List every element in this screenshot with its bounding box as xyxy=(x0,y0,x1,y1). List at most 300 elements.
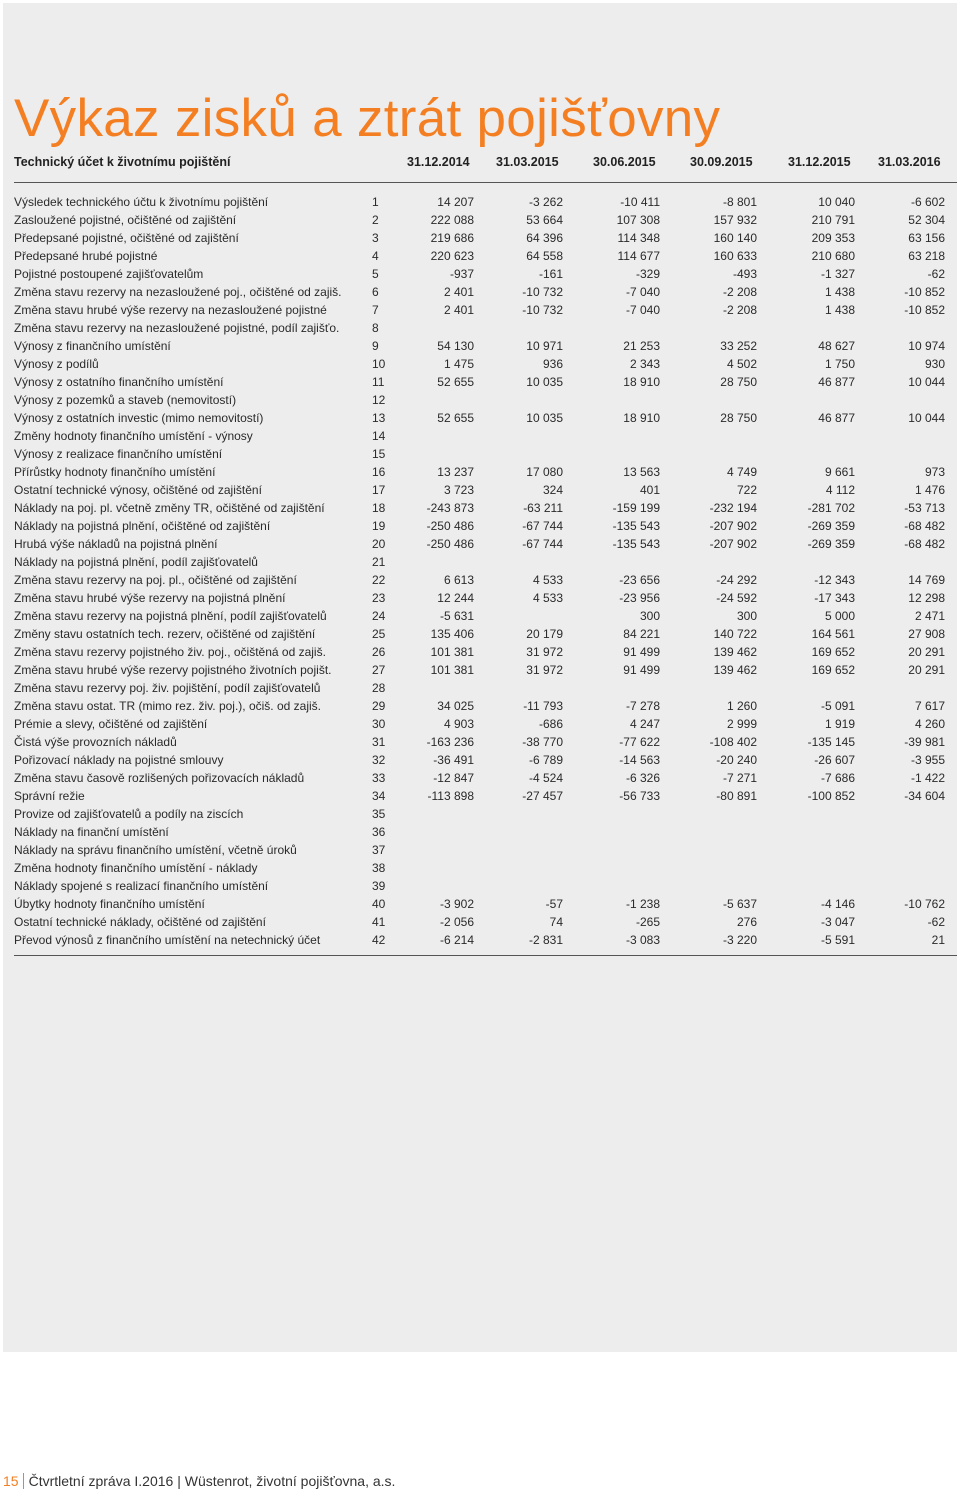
row-value: 4 260 xyxy=(914,717,945,731)
row-number: 10 xyxy=(372,357,386,371)
row-value: -6 789 xyxy=(528,753,563,767)
column-header: 31.12.2014 xyxy=(407,155,470,169)
table-body xyxy=(0,193,960,949)
row-value: 46 877 xyxy=(818,375,855,389)
row-number: 25 xyxy=(372,627,386,641)
row-value: 17 080 xyxy=(526,465,563,479)
table-row xyxy=(0,589,960,607)
row-value: 135 406 xyxy=(430,627,474,641)
row-value: -7 686 xyxy=(820,771,855,785)
row-number: 29 xyxy=(372,699,386,713)
column-header: 31.03.2015 xyxy=(496,155,559,169)
column-header: 30.06.2015 xyxy=(593,155,656,169)
table-row xyxy=(0,931,960,949)
row-value: 4 112 xyxy=(825,483,855,497)
row-number: 22 xyxy=(372,573,386,587)
row-value: -26 607 xyxy=(814,753,855,767)
row-value: -24 592 xyxy=(716,591,757,605)
row-value: -6 214 xyxy=(439,933,474,947)
row-value: -7 040 xyxy=(625,285,660,299)
row-label: Přírůstky hodnoty finančního umístění xyxy=(14,465,216,479)
row-value: -67 744 xyxy=(522,519,563,533)
row-number: 42 xyxy=(372,933,386,947)
row-value: 4 903 xyxy=(443,717,474,731)
row-value: -161 xyxy=(538,267,563,281)
row-value: 4 533 xyxy=(532,573,563,587)
row-value: 101 381 xyxy=(430,645,474,659)
row-value: -68 482 xyxy=(904,537,945,551)
column-header: 31.03.2016 xyxy=(878,155,941,169)
row-value: 12 244 xyxy=(437,591,474,605)
row-number: 19 xyxy=(372,519,386,533)
table-row xyxy=(0,247,960,265)
row-number: 5 xyxy=(372,267,379,281)
row-value: 9 661 xyxy=(824,465,855,479)
row-number: 23 xyxy=(372,591,386,605)
row-label: Změna stavu hrubé výše rezervy na pojistná plnění xyxy=(14,591,286,605)
row-value: 300 xyxy=(736,609,757,623)
row-value: 1 919 xyxy=(824,717,855,731)
row-label: Změna stavu rezervy na nezasloužené pojistné, podíl zajišťo. xyxy=(14,321,340,335)
row-value: -5 637 xyxy=(722,897,757,911)
row-value: 91 499 xyxy=(623,663,660,677)
row-label: Výnosy z pozemků a staveb (nemovitostí) xyxy=(14,393,237,407)
table-row xyxy=(0,301,960,319)
row-label: Náklady na správu finančního umístění, včetně úroků xyxy=(14,843,297,857)
row-value: 91 499 xyxy=(623,645,660,659)
row-value: -10 732 xyxy=(522,303,563,317)
header-divider xyxy=(14,182,957,183)
row-value: 63 156 xyxy=(908,231,945,245)
table-row xyxy=(0,553,960,571)
row-value: -7 271 xyxy=(722,771,757,785)
row-value: -207 902 xyxy=(709,519,757,533)
row-value: 1 476 xyxy=(914,483,945,497)
row-label: Zasloužené pojistné, očištěné od zajištění xyxy=(14,213,237,227)
row-value: -100 852 xyxy=(807,789,855,803)
table-row xyxy=(0,751,960,769)
row-value: -937 xyxy=(449,267,474,281)
table-row xyxy=(0,859,960,877)
row-value: 13 237 xyxy=(437,465,474,479)
row-value: 10 035 xyxy=(526,375,563,389)
row-value: -159 199 xyxy=(612,501,660,515)
row-number: 20 xyxy=(372,537,386,551)
row-number: 9 xyxy=(372,339,379,353)
row-label: Převod výnosů z finančního umístění na netechnický účet xyxy=(14,933,321,947)
row-value: 10 044 xyxy=(908,375,945,389)
row-value: -2 208 xyxy=(722,285,757,299)
row-value: 6 613 xyxy=(443,573,474,587)
row-value: -2 056 xyxy=(439,915,474,929)
row-value: 28 750 xyxy=(720,411,757,425)
row-label: Náklady na pojistná plnění, očištěné od zajištění xyxy=(14,519,271,533)
row-value: 10 040 xyxy=(818,195,855,209)
table-row xyxy=(0,409,960,427)
row-number: 16 xyxy=(372,465,386,479)
row-value: -5 631 xyxy=(439,609,474,623)
row-number: 7 xyxy=(372,303,379,317)
row-value: -11 793 xyxy=(523,699,563,713)
row-value: 2 471 xyxy=(914,609,945,623)
table-row xyxy=(0,787,960,805)
row-value: 160 633 xyxy=(713,249,757,263)
row-value: -34 604 xyxy=(904,789,945,803)
row-value: 2 401 xyxy=(443,303,474,317)
row-value: -23 956 xyxy=(619,591,660,605)
row-value: -36 491 xyxy=(433,753,474,767)
row-value: 20 179 xyxy=(526,627,563,641)
row-number: 41 xyxy=(372,915,386,929)
row-value: 722 xyxy=(736,483,757,497)
row-number: 1 xyxy=(372,195,379,209)
row-value: 46 877 xyxy=(818,411,855,425)
table-row xyxy=(0,319,960,337)
row-value: -56 733 xyxy=(619,789,660,803)
row-value: 48 627 xyxy=(818,339,855,353)
row-number: 3 xyxy=(372,231,379,245)
table-row xyxy=(0,193,960,211)
row-value: 222 088 xyxy=(430,213,474,227)
row-value: -63 211 xyxy=(523,501,563,515)
table-row xyxy=(0,841,960,859)
row-value: -12 343 xyxy=(814,573,855,587)
table-row xyxy=(0,211,960,229)
row-value: -4 524 xyxy=(528,771,563,785)
row-value: 2 999 xyxy=(726,717,757,731)
row-value: -23 656 xyxy=(619,573,660,587)
row-number: 12 xyxy=(372,393,386,407)
row-label: Hrubá výše nákladů na pojistná plnění xyxy=(14,537,218,551)
row-label: Provize od zajišťovatelů a podíly na ziscích xyxy=(14,807,244,821)
row-number: 31 xyxy=(372,735,386,749)
row-value: -27 457 xyxy=(522,789,563,803)
row-value: 140 722 xyxy=(713,627,757,641)
row-value: 52 304 xyxy=(908,213,945,227)
row-value: 74 xyxy=(549,915,563,929)
table-row xyxy=(0,643,960,661)
table-row xyxy=(0,337,960,355)
row-number: 2 xyxy=(372,213,379,227)
column-header: 31.12.2015 xyxy=(788,155,851,169)
row-value: -62 xyxy=(927,267,945,281)
row-value: -68 482 xyxy=(904,519,945,533)
row-value: -12 847 xyxy=(433,771,474,785)
row-label: Čistá výše provozních nákladů xyxy=(14,735,177,749)
row-number: 14 xyxy=(372,429,386,443)
row-label: Změna stavu hrubé výše rezervy pojistného životních pojišt. xyxy=(14,663,332,677)
row-value: -329 xyxy=(635,267,660,281)
row-value: 64 558 xyxy=(526,249,563,263)
row-value: 3 723 xyxy=(443,483,474,497)
table-row xyxy=(0,715,960,733)
row-value: -67 744 xyxy=(522,537,563,551)
row-value: 12 298 xyxy=(908,591,945,605)
row-label: Změna stavu rezervy na nezasloužené poj., očištěné od zajiš. xyxy=(14,285,342,299)
table-row xyxy=(0,679,960,697)
row-value: 10 974 xyxy=(908,339,945,353)
row-value: 324 xyxy=(542,483,563,497)
row-value: 54 130 xyxy=(437,339,474,353)
row-label: Výnosy z podílů xyxy=(14,357,99,371)
row-value: 4 247 xyxy=(629,717,660,731)
row-value: -14 563 xyxy=(619,753,660,767)
row-value: 34 025 xyxy=(437,699,474,713)
row-value: 139 462 xyxy=(713,663,757,677)
row-value: -5 091 xyxy=(820,699,855,713)
table-header-label: Technický účet k životnímu pojištění xyxy=(14,155,231,169)
footer-text: Čtvrtletní zpráva I.2016 | Wüstenrot, životní pojišťovna, a.s. xyxy=(28,1473,396,1489)
row-value: 1 438 xyxy=(824,285,855,299)
row-value: -20 240 xyxy=(716,753,757,767)
row-value: 1 438 xyxy=(824,303,855,317)
row-value: 1 750 xyxy=(824,357,855,371)
row-number: 37 xyxy=(372,843,386,857)
row-label: Změna stavu rezervy pojistného živ. poj., očištěná od zajiš. xyxy=(14,645,326,659)
row-value: 2 343 xyxy=(629,357,660,371)
table-row xyxy=(0,571,960,589)
row-label: Změny stavu ostatních tech. rezerv, očištěné od zajištění xyxy=(14,627,316,641)
footer-separator xyxy=(23,1473,24,1489)
row-value: -10 852 xyxy=(904,285,945,299)
row-label: Prémie a slevy, očištěné od zajištění xyxy=(14,717,208,731)
row-label: Změna stavu rezervy poj. živ. pojištění, podíl zajišťovatelů xyxy=(14,681,321,695)
table-row xyxy=(0,913,960,931)
row-value: 973 xyxy=(924,465,945,479)
row-value: -3 902 xyxy=(439,897,474,911)
row-value: 210 680 xyxy=(811,249,855,263)
row-value: -2 208 xyxy=(722,303,757,317)
table-row xyxy=(0,229,960,247)
row-value: 27 908 xyxy=(908,627,945,641)
table-row xyxy=(0,427,960,445)
row-value: -62 xyxy=(927,915,945,929)
row-label: Změna stavu rezervy na pojistná plnění, podíl zajišťovatelů xyxy=(14,609,327,623)
row-value: 210 791 xyxy=(811,213,855,227)
row-value: 160 140 xyxy=(713,231,757,245)
row-value: 169 652 xyxy=(811,663,855,677)
row-value: -1 422 xyxy=(910,771,945,785)
row-value: -243 873 xyxy=(426,501,474,515)
table-row xyxy=(0,823,960,841)
row-value: 401 xyxy=(639,483,660,497)
row-value: 5 000 xyxy=(824,609,855,623)
row-value: -7 278 xyxy=(625,699,660,713)
row-value: -10 411 xyxy=(620,195,660,209)
row-value: 4 533 xyxy=(532,591,563,605)
row-value: -135 543 xyxy=(612,519,660,533)
row-value: 53 664 xyxy=(526,213,563,227)
row-value: 13 563 xyxy=(623,465,660,479)
table-row xyxy=(0,463,960,481)
row-value: -24 292 xyxy=(716,573,757,587)
row-number: 33 xyxy=(372,771,386,785)
row-value: 20 291 xyxy=(908,645,945,659)
row-value: 64 396 xyxy=(526,231,563,245)
row-value: -232 194 xyxy=(709,501,757,515)
row-value: 1 475 xyxy=(443,357,474,371)
table-row xyxy=(0,265,960,283)
table-row xyxy=(0,895,960,913)
table-row xyxy=(0,391,960,409)
table-row xyxy=(0,769,960,787)
row-value: 10 044 xyxy=(908,411,945,425)
row-value: 220 623 xyxy=(430,249,474,263)
row-value: 209 353 xyxy=(811,231,855,245)
row-value: -207 902 xyxy=(709,537,757,551)
row-value: 169 652 xyxy=(811,645,855,659)
row-value: 276 xyxy=(736,915,757,929)
row-label: Výnosy z ostatních investic (mimo nemovitostí) xyxy=(14,411,264,425)
row-value: 2 401 xyxy=(443,285,474,299)
page-number: 15 xyxy=(3,1473,19,1489)
row-value: -269 359 xyxy=(807,537,855,551)
row-value: 28 750 xyxy=(720,375,757,389)
row-number: 36 xyxy=(372,825,386,839)
row-value: 7 617 xyxy=(914,699,945,713)
row-value: -686 xyxy=(538,717,563,731)
row-value: 114 348 xyxy=(617,231,660,245)
row-value: 930 xyxy=(924,357,945,371)
row-value: -493 xyxy=(732,267,757,281)
row-value: 164 561 xyxy=(811,627,855,641)
row-value: 1 260 xyxy=(726,699,757,713)
row-label: Předepsané pojistné, očištěné od zajištění xyxy=(14,231,239,245)
row-label: Výnosy z ostatního finančního umístění xyxy=(14,375,224,389)
table-row xyxy=(0,283,960,301)
row-number: 34 xyxy=(372,789,386,803)
row-value: 157 932 xyxy=(713,213,757,227)
row-value: 10 971 xyxy=(526,339,563,353)
table-row xyxy=(0,481,960,499)
row-value: -269 359 xyxy=(807,519,855,533)
row-number: 21 xyxy=(372,555,386,569)
row-value: -250 486 xyxy=(426,537,474,551)
row-number: 4 xyxy=(372,249,379,263)
row-label: Úbytky hodnoty finančního umístění xyxy=(14,897,205,911)
page-footer xyxy=(3,1473,395,1489)
table-header xyxy=(0,155,960,175)
row-number: 8 xyxy=(372,321,379,335)
row-value: 219 686 xyxy=(430,231,474,245)
table-row xyxy=(0,607,960,625)
row-value: -3 262 xyxy=(528,195,563,209)
row-value: -3 047 xyxy=(820,915,855,929)
row-value: -6 602 xyxy=(910,195,945,209)
row-number: 18 xyxy=(372,501,386,515)
row-value: 139 462 xyxy=(713,645,757,659)
row-value: -57 xyxy=(545,897,563,911)
row-value: -17 343 xyxy=(814,591,855,605)
row-value: -163 236 xyxy=(426,735,474,749)
row-value: 52 655 xyxy=(437,411,474,425)
row-label: Náklady na poj. pl. včetně změny TR, očištěné od zajištění xyxy=(14,501,325,515)
row-value: -1 238 xyxy=(625,897,660,911)
row-label: Změna stavu časově rozlišených pořizovacích nákladů xyxy=(14,771,305,785)
row-value: -3 955 xyxy=(910,753,945,767)
row-value: -53 713 xyxy=(904,501,945,515)
row-number: 11 xyxy=(372,375,385,389)
table-row xyxy=(0,535,960,553)
row-value: -135 543 xyxy=(612,537,660,551)
row-value: 107 308 xyxy=(616,213,660,227)
row-label: Správní režie xyxy=(14,789,85,803)
row-value: 10 035 xyxy=(526,411,563,425)
row-value: -113 898 xyxy=(427,789,474,803)
row-value: -3 083 xyxy=(625,933,660,947)
row-label: Ostatní technické výnosy, očištěné od zajištění xyxy=(14,483,262,497)
row-value: -6 326 xyxy=(625,771,660,785)
table-row xyxy=(0,499,960,517)
row-label: Výnosy z realizace finančního umístění xyxy=(14,447,223,461)
row-value: 114 677 xyxy=(617,249,660,263)
row-value: 31 972 xyxy=(526,663,563,677)
row-value: 4 502 xyxy=(726,357,757,371)
row-value: 20 291 xyxy=(908,663,945,677)
row-value: -281 702 xyxy=(807,501,855,515)
row-number: 15 xyxy=(372,447,386,461)
table-row xyxy=(0,877,960,895)
row-value: 4 749 xyxy=(726,465,757,479)
row-label: Změny hodnoty finančního umístění - výnosy xyxy=(14,429,253,443)
row-label: Výnosy z finančního umístění xyxy=(14,339,171,353)
row-label: Pořizovací náklady na pojistné smlouvy xyxy=(14,753,224,767)
row-value: -3 220 xyxy=(722,933,757,947)
table-row xyxy=(0,373,960,391)
row-label: Změna stavu hrubé výše rezervy na nezasloužené pojistné xyxy=(14,303,327,317)
row-label: Změna hodnoty finančního umístění - náklady xyxy=(14,861,258,875)
row-number: 26 xyxy=(372,645,386,659)
row-label: Pojistné postoupené zajišťovatelům xyxy=(14,267,204,281)
table-row xyxy=(0,517,960,535)
table-bottom-divider xyxy=(14,955,957,956)
table-row xyxy=(0,355,960,373)
row-value: 63 218 xyxy=(908,249,945,263)
row-number: 38 xyxy=(372,861,386,875)
row-value: -135 145 xyxy=(807,735,855,749)
row-value: -39 981 xyxy=(904,735,945,749)
row-value: 33 252 xyxy=(720,339,757,353)
row-number: 39 xyxy=(372,879,386,893)
row-label: Předepsané hrubé pojistné xyxy=(14,249,158,263)
row-value: 14 769 xyxy=(908,573,945,587)
row-number: 35 xyxy=(372,807,386,821)
table-row xyxy=(0,697,960,715)
row-number: 13 xyxy=(372,411,386,425)
row-number: 24 xyxy=(372,609,386,623)
row-value: -265 xyxy=(635,915,660,929)
row-number: 40 xyxy=(372,897,386,911)
row-value: -10 762 xyxy=(904,897,945,911)
row-number: 30 xyxy=(372,717,386,731)
table-row xyxy=(0,733,960,751)
row-value: 18 910 xyxy=(623,375,660,389)
row-value: -8 801 xyxy=(722,195,757,209)
row-value: 21 xyxy=(931,933,945,947)
table-row xyxy=(0,805,960,823)
row-value: -38 770 xyxy=(522,735,563,749)
page-title: Výkaz zisků a ztrát pojišťovny xyxy=(14,88,721,148)
table-row xyxy=(0,661,960,679)
row-value: -77 622 xyxy=(619,735,660,749)
row-number: 27 xyxy=(372,663,386,677)
row-value: 18 910 xyxy=(623,411,660,425)
row-value: 300 xyxy=(639,609,660,623)
row-value: -2 831 xyxy=(528,933,563,947)
row-label: Ostatní technické náklady, očištěné od zajištění xyxy=(14,915,266,929)
row-label: Náklady na finanční umístění xyxy=(14,825,169,839)
table-row xyxy=(0,445,960,463)
